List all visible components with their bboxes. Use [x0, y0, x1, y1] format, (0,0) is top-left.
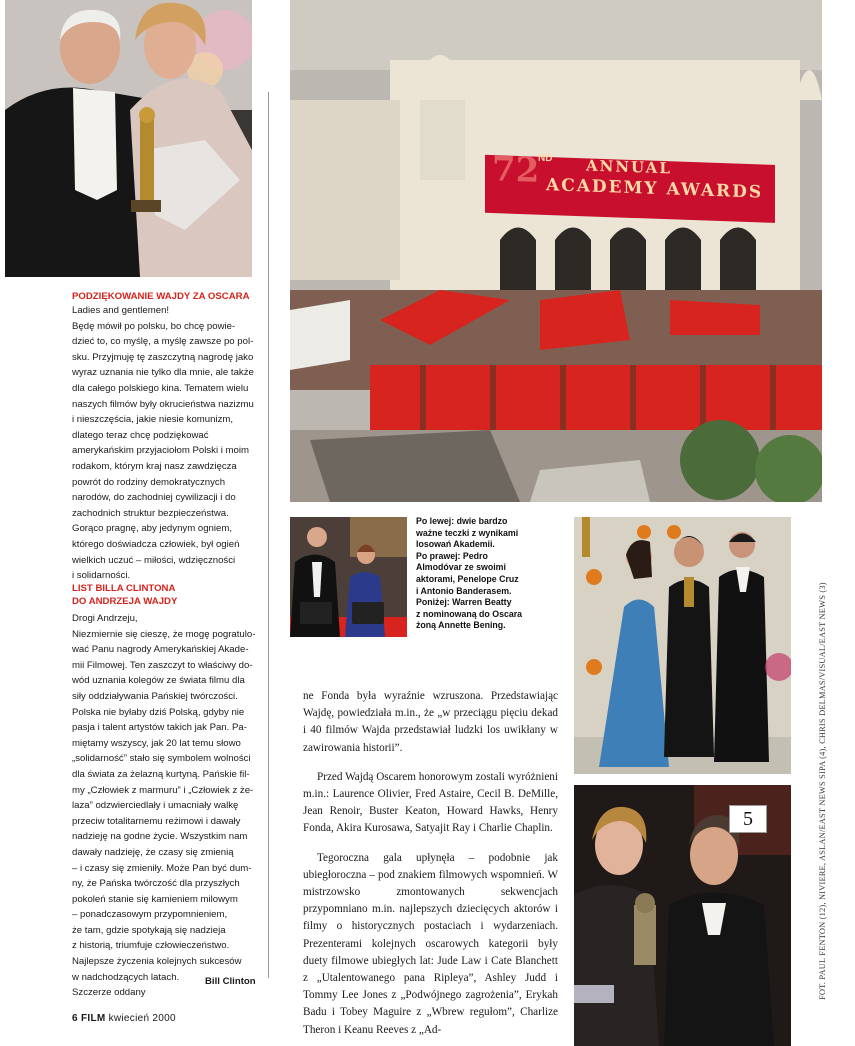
text-line: Niezmiernie się cieszę, że mogę pogratulo- [72, 628, 256, 640]
photo-academy-briefcases [290, 517, 407, 637]
text-line: Drogi Andrzeju, [72, 613, 138, 624]
text-line: i solidarności. [72, 570, 131, 582]
text-line: ny, że Pańska twórczość dla przyszłych [72, 878, 240, 890]
article-paragraph-2: Przed Wajdą Oscarem honorowym zostali wyróżnieni m.in.: Laurence Olivier, Fred Astaire, Cecil B. DeMille, Jean Renoir, Buster Keaton, Howard Hawks, Henry Fonda, Akira Kurosawa, Satyajit Ray i Charlie Chaplin. [303, 770, 558, 835]
text-line: naszych filmów były okrucieństwa nazizmu [72, 398, 254, 410]
stage-number-card [729, 805, 767, 833]
text-line: Polska nie byłaby dziś Polską, gdyby nie [72, 706, 245, 718]
text-line: Almodóvar ze swoimi [416, 562, 506, 573]
photo-almodovar-cruz-banderas [574, 517, 791, 774]
text-line: dla świata za żelazną kurtyną. Pańskie fil- [72, 768, 250, 780]
banner-suffix: ND [538, 152, 553, 165]
text-line: dawały nadzieję, że czasy się zmienią [72, 846, 234, 858]
page-folio [72, 1013, 176, 1024]
text-line: wyraz uznania nie tylko dla mnie, ale także [72, 367, 254, 379]
letter-signature: Bill Clinton [205, 976, 256, 987]
photo-shrine-auditorium [290, 0, 822, 502]
text-line: dlatego teraz chcę podziękować [72, 429, 209, 441]
text-line: wód uznania kolegów ze świata filmu dla [72, 675, 245, 687]
text-line: Poniżej: Warren Beatty [416, 597, 512, 608]
text-line: nadzieję na godne życie. Wszystkim nam [72, 831, 248, 843]
photo-credits: FOT. PAUL FENTON (12), NIVIERE, ASLAN/EAST NEWS SIPA (4), CHRIS DELMAS/VISUAL/EAST NEWS (3) [818, 582, 827, 1000]
text-line: aktorami, Penelope Cruz [416, 573, 519, 584]
text-line: że tam, gdzie spotykają się nadzieja [72, 924, 226, 936]
text-line: „solidarność” stało się symbolem wolności [72, 753, 251, 765]
letter-title-line1: LIST BILLA CLINTONA [72, 583, 176, 594]
text-line: z historią, triumfuje człowieczeństwo. [72, 940, 230, 952]
letter-title-line2: DO ANDRZEJA WAJDY [72, 596, 178, 607]
letter-text [72, 611, 260, 1001]
text-line: którego doświadcza człowiek, był ogień [72, 538, 240, 550]
issue-date: kwiecień 2000 [108, 1013, 176, 1024]
article-paragraph-3: Tegoroczna gala upłynęła – podobnie jak ubiegłoroczna – pod znakiem filmowych wspomnień. W mistrzowsko zmontowanych sekwencjach przypomniano m.in. najlepszych dziecięcych aktorów i filmy o historycznych postaciach i wydarzeniach. Prezenterami kolejnych oscarowych kategorii były duety filmowe ubiegłych lat: Jude Law i Cate Blanchett z „Utalentowanego pana Ripleya”, Ashley Judd i Tommy Lee Jones z „Podwójnego zagrożenia”, Erykah Badu i Tobey Maguire z „Wbrew regułom”, Charlize Theron i Keanu Reeves z „Ad- [303, 851, 558, 1036]
text-line: miętamy wszyscy, jak 20 lat temu słowo [72, 737, 241, 749]
text-line: i nieszczęścia, jakie niesie komunizm, [72, 414, 234, 426]
speech-title: PODZIĘKOWANIE WAJDY ZA OSCARA [72, 291, 250, 302]
text-line: Najlepsze życzenia kolejnych sukcesów [72, 956, 242, 968]
text-line: i Antonio Banderasem. [416, 585, 512, 596]
text-line: wać Panu nagrody Amerykańskiej Akade- [72, 644, 249, 656]
text-line: Po lewej: dwie bardzo [416, 516, 508, 526]
banner-number: 72 [492, 149, 540, 191]
text-line: Ladies and gentlemen! [72, 305, 170, 316]
text-line: pokoleń stanie się kamieniem milowym [72, 893, 238, 905]
text-line: wielkich uczuć – miłości, wdzięczności [72, 554, 236, 566]
page-number: 6 [72, 1013, 78, 1024]
text-line: przeciw totalitarnemu reżimowi i dawały [72, 815, 241, 827]
column-divider [268, 92, 269, 978]
text-line: losowań Akademii. [416, 539, 495, 550]
text-line: dzieć to, co myślę, a myślę zawsze po pol- [72, 336, 254, 348]
text-line: powrót do rodziny demokratycznych [72, 476, 226, 488]
text-line: amerykańskim przyjaciołom Polski i moim [72, 445, 249, 457]
article-paragraph-1: ne Fonda była wyraźnie wzruszona. Przedstawiając Wajdę, powiedziała m.in., że „w przeciągu pięciu dekad i 40 filmów Wajda przedstawiał ludzki los uwikłany w zawirowania historii”. [303, 690, 558, 754]
text-line: narodów, do zachodniej cywilizacji i do [72, 492, 236, 504]
photo-bening-beatty [574, 785, 791, 1046]
text-line: z nominowaną do Oscara [416, 608, 523, 619]
text-line: Gorąco pragnę, aby jedynym ogniem, [72, 523, 232, 535]
text-line: rodakom, którym kraj nasz zawdzięcza [72, 460, 237, 472]
magazine-name: FILM [80, 1013, 106, 1024]
text-line: pasja i talent artystów takich jak Pan. Pa- [72, 722, 247, 734]
text-line: żoną Annette Bening. [416, 620, 506, 631]
article-body [303, 688, 558, 1039]
text-line: Szczerze oddany [72, 987, 146, 999]
clinton-letter-block [72, 582, 260, 1001]
text-line: zachodnich struktur bezpieczeństwa. [72, 507, 229, 519]
text-line: my „Człowiek z marmuru” i „Człowiek z że- [72, 784, 254, 796]
text-line: w nadchodzących latach. [72, 971, 180, 983]
text-line: Będę mówił po polsku, bo chcę powie- [72, 320, 236, 332]
stage-number: 5 [743, 808, 753, 830]
text-line: sku. Przyjmuję tę zaszczytną nagrodę jako [72, 351, 254, 363]
photo-wajda-fonda [5, 0, 252, 277]
text-line: – ponadczasowym przypomnieniem, [72, 909, 228, 921]
text-line: ważne teczki z wynikami [416, 527, 519, 538]
wajda-speech-block [72, 290, 260, 584]
text-line: – i czasy się zmieniły. Może Pan być dum- [72, 862, 252, 874]
text-line: laza” odzwierciedlały i umacniały walkę [72, 800, 239, 812]
text-line: dla całego polskiego kina. Tematem wielu [72, 382, 249, 394]
banner-line1: ANNUAL [586, 156, 672, 178]
text-line: mii Filmowej. Ten zaszczyt to właściwy do- [72, 659, 253, 671]
banner-line2: ACADEMY AWARDS [546, 175, 764, 203]
banner-text [486, 145, 774, 211]
photo-caption [416, 516, 566, 632]
text-line: Po prawej: Pedro [416, 550, 488, 561]
text-line: siły oddziaływania Pańskiej twórczości. [72, 690, 238, 702]
speech-text [72, 303, 260, 584]
